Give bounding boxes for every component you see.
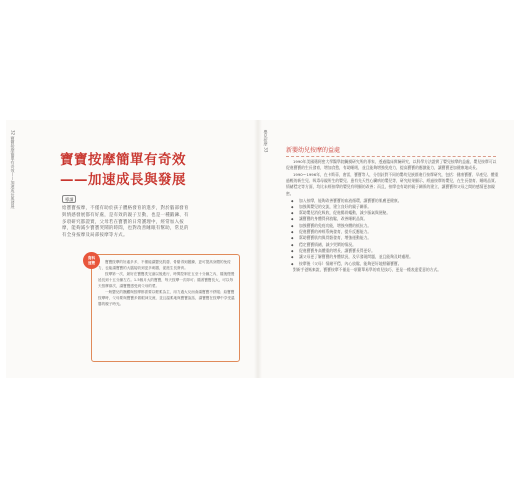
section-title: 新嬰幼兒按摩的益處	[286, 147, 341, 154]
section-body	[286, 159, 500, 273]
list-item-text: 促進寶寶身高體重的增長，讓寶寶長得更好。	[299, 247, 375, 253]
info-box-paragraph: 一般嬰兒的撫觸與按摩都需要以輕柔為主，用力過大反而會讓寶寶不舒服；給寶寶按摩時，父母要與寶寶多做眼神交流，並且溫柔地與寶寶說話，讓寶寶在按摩中享受溫馨的親子時光。	[98, 290, 235, 306]
body-paragraph: 1990～1996年，在卡斯蒂，唐雷，寶寶等人，分別針對不同的嬰幼兒族群進行按摩研究，包括：健康寶寶、早產兒、體重過輕的新生兒、吸毒母親所生的嬰兒、患有先天性心臟病的嬰兒等，研究結果顯示，經過按摩的嬰兒，在生長發育、睡眠品質、情緒穩定等方面，均比未經按摩的嬰兒有明顯的改善；而且，按摩也有助於親子關係的建立，讓寶寶和父母之間的感情更加親密。	[286, 171, 499, 196]
bullet-icon: ◆	[291, 236, 294, 241]
bullet-icon: ◆	[291, 255, 294, 260]
list-item-text: 穩定寶寶情緒，減少哭鬧的情況。	[299, 241, 356, 247]
right-running-head-text: 嬰兒按摩 33	[263, 130, 269, 153]
info-badge-line1: 資料	[87, 256, 96, 261]
list-item-text: 加強寶寶的免疫功能，增強身體的抵抗力。	[299, 222, 372, 228]
bullet-icon: ◆	[291, 217, 294, 222]
body-paragraph: 1990年美國邁阿密大學醫學院觸摸研究所的專家，透過臨床實驗研究，以科學方法證實了嬰兒按摩的益處，嬰兒按摩可以促進寶寶的生長發育，增加食慾，有助睡眠，並且能夠增強免疫力，提高寶寶的應激能力，讓寶寶更加健康地成長。	[286, 159, 497, 171]
list-item-text: 促進寶寶的神經系統發育，提升反應能力。	[299, 229, 372, 235]
left-running-head: 32 寶寶按摩簡單有奇效——加速成長與發展	[10, 130, 16, 209]
info-badge	[83, 252, 100, 269]
section-divider	[286, 156, 496, 157]
bullet-icon: ◆	[291, 204, 294, 209]
closing-paragraph: 對新手爸媽來說，寶寶按摩不僅是一項簡單易學的育兒技巧，更是一種表達愛意的方式。	[293, 266, 442, 272]
list-item-text: 幫助寶寶肌肉與骨骼發育，增強運動能力。	[299, 235, 372, 241]
bullet-icon: ◆	[291, 198, 294, 203]
list-item-text: 加入按摩，能夠改善寶寶的血液循環，讓寶寶的肌膚更健康。	[299, 197, 402, 203]
intro-text: 給寶寶按摩，不僅有助於孩子體格發育的進步，對於腦部發育與情感發展都有好處，是有效的親子互動，也是一種鍛鍊、有多項研究都證實，父母若在寶寶的日常護理中，經常加入按摩，能夠減少寶寶哭鬧的時間，也對改善睡眠有幫助，常見的有全身按摩及局部按摩等方式。	[62, 206, 189, 239]
list-item-text: 幫助嬰兒消化吸收，促進腸胃蠕動，減少脹氣與便秘。	[299, 210, 391, 216]
bullet-icon: ◆	[291, 242, 294, 247]
list-item-text: 讓父母更了解寶寶的身體狀況，及早發現問題，並且能夠及時處理。	[299, 254, 413, 260]
benefits-list	[286, 198, 500, 267]
info-box-paragraph: 寶寶按摩的好處多多，不僅能讓嬰兒肌膚、骨骼得到鍛鍊，更可提高身體的免疫力，也能讓寶寶的大腦接收到更多刺激，促進生長發育。	[98, 260, 231, 270]
chapter-title-line1: 寶寶按摩簡單有奇效	[60, 152, 186, 168]
list-item	[286, 261, 500, 267]
bullet-icon: ◆	[291, 261, 294, 266]
info-box-paragraph: 按摩第一次，最好在寶寶洗完澡以後進行，時間控制在五至十分鐘之內，隨後慢慢延長到十五分鐘左右。1.5個月大的寶寶，每天按摩一次即可；隨著寶寶長大，可以每天按摩兩次，讓寶寶感受到父母的愛。	[98, 272, 235, 288]
bullet-icon: ◆	[291, 211, 294, 216]
bullet-icon: ◆	[291, 223, 294, 228]
list-item-text: 加強與嬰兒的交流，建立良好的親子關係。	[299, 203, 372, 209]
chapter-title	[60, 150, 240, 190]
bullet-icon: ◆	[291, 248, 294, 253]
info-box	[91, 254, 240, 362]
info-badge-line2: 速覽	[87, 260, 96, 265]
chapter-title-line2: ——加速成長與發展	[60, 172, 186, 188]
book-gutter	[254, 120, 262, 378]
bullet-icon: ◆	[291, 230, 294, 235]
intro-label: 導讀	[62, 195, 76, 203]
list-item-text: 讓寶寶的身體得到放鬆，改善睡眠品質。	[299, 216, 368, 222]
right-running-head	[263, 130, 269, 170]
list-item-text: 按摩後（父母）情緒平穩，內心放鬆，能夠更好地照顧寶寶。	[299, 260, 402, 266]
